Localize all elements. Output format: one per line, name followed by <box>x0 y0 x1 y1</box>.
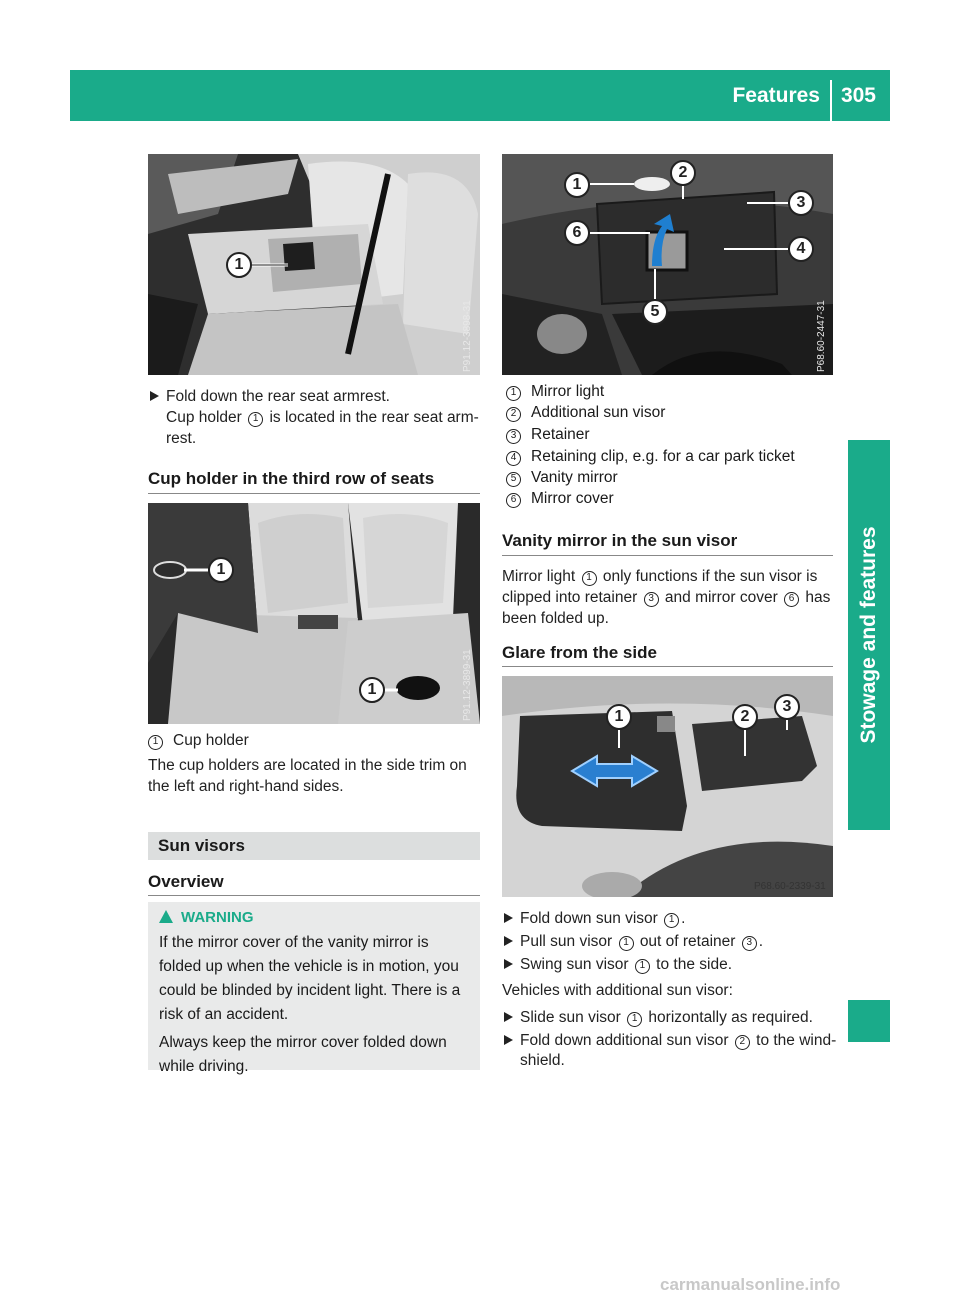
page-number: 305 <box>840 84 876 107</box>
text: Pull sun visor <box>520 933 613 950</box>
step-fold-additional-cont: shield. <box>520 1052 565 1069</box>
ref-number: 3 <box>644 592 659 607</box>
callout-3: 3 <box>774 694 800 720</box>
legend-text: Retainer <box>531 426 590 443</box>
legend-item-2 <box>506 402 665 423</box>
legend-item-6 <box>506 488 614 509</box>
ref-number: 1 <box>664 913 679 928</box>
header-title: Features <box>732 84 820 107</box>
ref-number: 3 <box>506 429 521 444</box>
callout-4: 4 <box>788 236 814 262</box>
ref-number: 2 <box>735 1035 750 1050</box>
warning-header <box>159 909 254 926</box>
callout-1: 1 <box>359 677 385 703</box>
vanity-para-l2 <box>502 587 830 608</box>
legend-item-1 <box>506 381 604 402</box>
image-code: P68.60-2339-31 <box>754 881 826 892</box>
heading-rule <box>148 493 480 494</box>
legend-text: Additional sun visor <box>531 404 666 421</box>
vanity-para-l1 <box>502 566 817 587</box>
legend-item-5 <box>506 467 618 488</box>
text: and mirror cover <box>664 589 778 606</box>
legend-text: Retaining clip, e.g. for a car park ticket <box>531 448 795 465</box>
heading-rule <box>148 895 480 896</box>
side-marker <box>848 1000 890 1042</box>
step-fold-armrest <box>148 386 390 407</box>
cup-holder-note-cont: rest. <box>166 430 197 447</box>
text: only functions if the sun visor is <box>602 568 818 585</box>
note-text-b: is located in the rear seat arm- <box>269 409 479 426</box>
ref-number: 1 <box>635 959 650 974</box>
image-code: P68.60-2447-31 <box>816 300 827 372</box>
ref-number: 6 <box>784 592 799 607</box>
side-tab-label: Stowage and features <box>857 526 880 744</box>
ref-number: 1 <box>248 412 263 427</box>
footer-watermark: carmanualsonline.info <box>660 1275 841 1294</box>
vanity-para-l3: been folded up. <box>502 610 609 627</box>
callout-1: 1 <box>226 252 252 278</box>
heading-vanity-mirror: Vanity mirror in the sun visor <box>502 531 738 550</box>
cup-holders-para-l2: the left and right-hand sides. <box>148 778 344 795</box>
heading-overview: Overview <box>148 872 224 891</box>
text: Slide sun visor <box>520 1009 621 1026</box>
warning-title: WARNING <box>181 909 254 926</box>
legend-item-4 <box>506 446 795 467</box>
text: Fold down sun visor <box>520 910 658 927</box>
callout-5: 5 <box>642 299 668 325</box>
rear-armrest-image <box>148 154 480 375</box>
header-divider <box>830 80 832 121</box>
text: out of retainer <box>639 933 736 950</box>
sun-visor-image <box>502 154 833 375</box>
ref-number: 1 <box>582 571 597 586</box>
heading-third-row: Cup holder in the third row of seats <box>148 469 435 488</box>
header-bar <box>70 70 890 121</box>
step-fold-additional <box>502 1030 836 1051</box>
legend-text: Mirror light <box>531 383 605 400</box>
section-banner <box>148 832 480 860</box>
ref-number: 3 <box>742 936 757 951</box>
callout-3: 3 <box>788 190 814 216</box>
text: Fold down additional sun visor <box>520 1032 729 1049</box>
note-text-a: Cup holder <box>166 409 242 426</box>
third-row-image <box>148 503 480 724</box>
warning-body <box>159 931 474 1079</box>
warning-icon <box>159 910 173 923</box>
step-text: Fold down the rear seat armrest. <box>166 388 390 405</box>
ref-number: 2 <box>506 407 521 422</box>
ref-number: 5 <box>506 472 521 487</box>
text: Mirror light <box>502 568 576 585</box>
legend-text: Vanity mirror <box>531 469 618 486</box>
legend-text: Mirror cover <box>531 490 614 507</box>
cup-holder-note <box>166 407 479 428</box>
image-code: P91.12-3899-31 <box>462 649 473 721</box>
step-fold-down <box>502 908 685 929</box>
callout-1: 1 <box>606 704 632 730</box>
callout-6: 6 <box>564 220 590 246</box>
callout-2: 2 <box>732 704 758 730</box>
ref-number: 4 <box>506 451 521 466</box>
text: to the wind- <box>756 1032 837 1049</box>
heading-rule <box>502 666 833 667</box>
text: Swing sun visor <box>520 956 629 973</box>
cup-holders-para-l1: The cup holders are located in the side trim on <box>148 757 467 774</box>
callout-1: 1 <box>208 557 234 583</box>
warning-para-1: If the mirror cover of the vanity mirror is folded up when the vehicle is in motion, you could be blinded by incident light. There is a risk of an accident. <box>159 934 461 1023</box>
warning-box <box>148 902 480 1075</box>
step-swing <box>502 954 732 975</box>
ref-number: 1 <box>506 386 521 401</box>
legend-item-3 <box>506 424 590 445</box>
vehicles-note: Vehicles with additional sun visor: <box>502 982 733 999</box>
ref-number: 1 <box>148 735 163 750</box>
legend-text: Cup holder <box>173 732 249 749</box>
text: has <box>805 589 831 606</box>
text: to the side. <box>656 956 732 973</box>
callout-2: 2 <box>670 160 696 186</box>
ref-number: 1 <box>619 936 634 951</box>
heading-glare: Glare from the side <box>502 643 657 662</box>
cup-holder-legend <box>148 730 249 751</box>
ref-number: 6 <box>506 493 521 508</box>
warning-para-2: Always keep the mirror cover folded down while driving. <box>159 1034 447 1075</box>
step-slide <box>502 1007 813 1028</box>
glare-image <box>502 676 833 897</box>
section-title: Sun visors <box>158 836 245 855</box>
text: . <box>681 910 686 927</box>
text: clipped into retainer <box>502 589 638 606</box>
image-code: P91.12-3898-31 <box>462 300 473 372</box>
text: . <box>758 933 764 950</box>
heading-rule <box>502 555 833 556</box>
step-pull-out <box>502 931 763 952</box>
callout-1: 1 <box>564 172 590 198</box>
text: horizontally as required. <box>648 1009 813 1026</box>
ref-number: 1 <box>627 1012 642 1027</box>
